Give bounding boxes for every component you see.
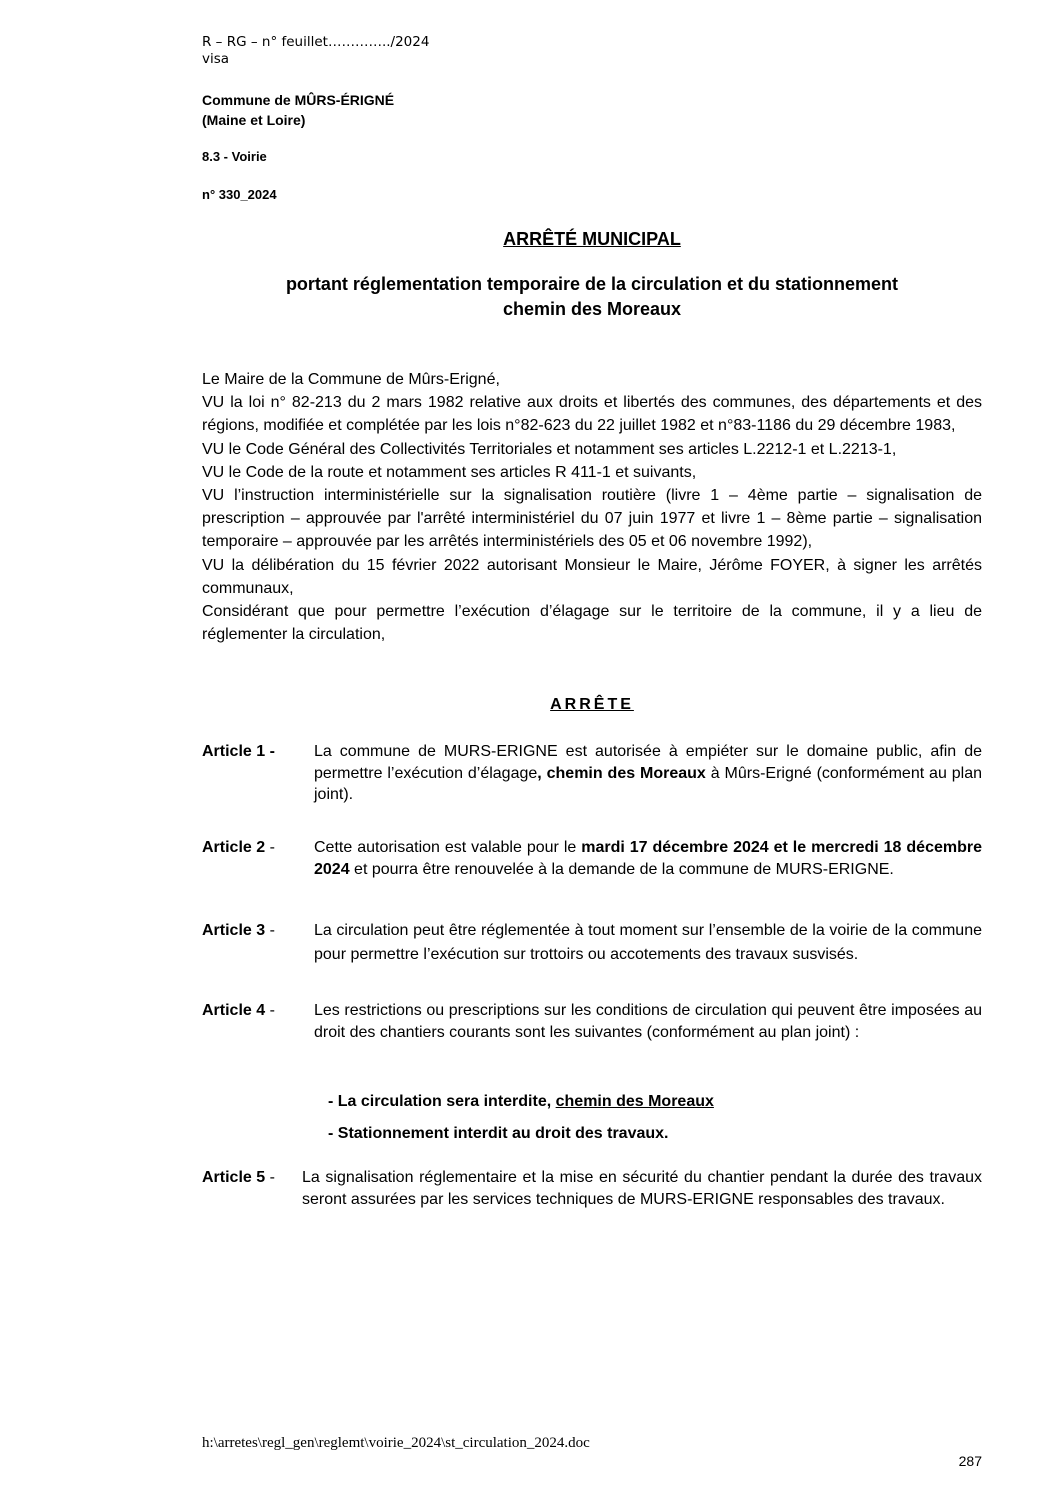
restriction-traffic-banned: - La circulation sera interdite, chemin des Moreaux <box>328 1093 714 1110</box>
visa-line: visa <box>202 51 230 67</box>
article-text: La commune de MURS-ERIGNE est autorisée à empiéter sur le domaine public, afin de permettre l’exécution d’élagage, chemin des Moreaux à Mûrs-Erigné (conformément au plan joint). <box>314 743 983 803</box>
subtitle-line-1: portant réglementation temporaire de la circulation et du stationnement <box>285 274 899 294</box>
document-subtitle <box>202 272 982 322</box>
article-text: La circulation peut être réglementée à tout moment sur l’ensemble de la voirie de la commune pour permettre l’exécution sur trottoirs ou accotements des travaux susvisés. <box>314 922 982 963</box>
article-text: Cette autorisation est valable pour le mardi 17 décembre 2024 et le mercredi 18 décembre 2024 et pourra être renouvelée à la demande de la commune de MURS-ERIGNE. <box>314 839 983 878</box>
register-sheet-line: R – RG – n° feuillet…………../2024 <box>202 34 430 50</box>
preamble-paragraph: VU la loi n° 82-213 du 2 mars 1982 relative aux droits et libertés des communes, des départements et des régions, modifiée et complétée par les lois n°82-623 du 22 juillet 1982 et n°83-1186 du 29 décembre 1983, <box>202 394 982 435</box>
footer-file-path: h:\arretes\regl_gen\reglemt\voirie_2024\st_circulation_2024.doc <box>202 1435 590 1451</box>
preamble <box>202 368 982 646</box>
commune-block <box>202 90 394 130</box>
preamble-paragraph: VU le Code de la route et notamment ses articles R 411-1 et suivants, <box>202 463 697 481</box>
domain-code: 8.3 - Voirie <box>202 149 267 164</box>
article-text: Les restrictions ou prescriptions sur les conditions de circulation qui peuvent être imposées au droit des chantiers courants sont les suivantes (conformément au plan joint) : <box>314 1002 982 1041</box>
restriction-no-parking: - Stationnement interdit au droit des travaux. <box>328 1125 669 1142</box>
page-number: 287 <box>958 1453 982 1469</box>
article-label: Article 1 - <box>202 743 275 760</box>
article-label: Article 5 - <box>202 1169 275 1186</box>
article-label: Article 3 - <box>202 922 275 939</box>
decree-heading: ARRÊTE <box>550 696 634 713</box>
document-title: ARRÊTÉ MUNICIPAL <box>503 229 681 249</box>
preamble-paragraph: Considérant que pour permettre l’exécution d’élagage sur le territoire de la commune, il y a lieu de réglementer la circulation, <box>202 603 982 644</box>
commune-name: Commune de MÛRS-ÉRIGNÉ <box>202 92 395 108</box>
arrete-number: n° 330_2024 <box>202 187 277 202</box>
department-name: (Maine et Loire) <box>202 112 306 128</box>
register-header <box>202 34 429 68</box>
preamble-paragraph: VU la délibération du 15 février 2022 autorisant Monsieur le Maire, Jérôme FOYER, à signer les arrêtés communaux, <box>202 556 982 597</box>
article-label: Article 2 - <box>202 839 275 856</box>
preamble-paragraph: VU l’instruction interministérielle sur la signalisation routière (livre 1 – 4ème partie – signalisation de prescription – approuvée par l'arrêté interministériel du 07 juin 1977 et livre 1 – 8ème partie – signalisation temporaire – approuvée par les arrêtés interministériels des 05 et 06 novembre 1992), <box>202 487 982 551</box>
subtitle-line-2: chemin des Moreaux <box>502 299 682 319</box>
article-text: La signalisation réglementaire et la mise en sécurité du chantier pendant la durée des travaux seront assurées par les services techniques de MURS-ERIGNE responsables des travaux. <box>302 1169 982 1208</box>
preamble-paragraph: VU le Code Général des Collectivités Territoriales et notamment ses articles L.2212-1 et L.2213-1, <box>202 440 897 458</box>
preamble-paragraph: Le Maire de la Commune de Mûrs-Erigné, <box>202 371 500 388</box>
article-label: Article 4 - <box>202 1002 275 1019</box>
